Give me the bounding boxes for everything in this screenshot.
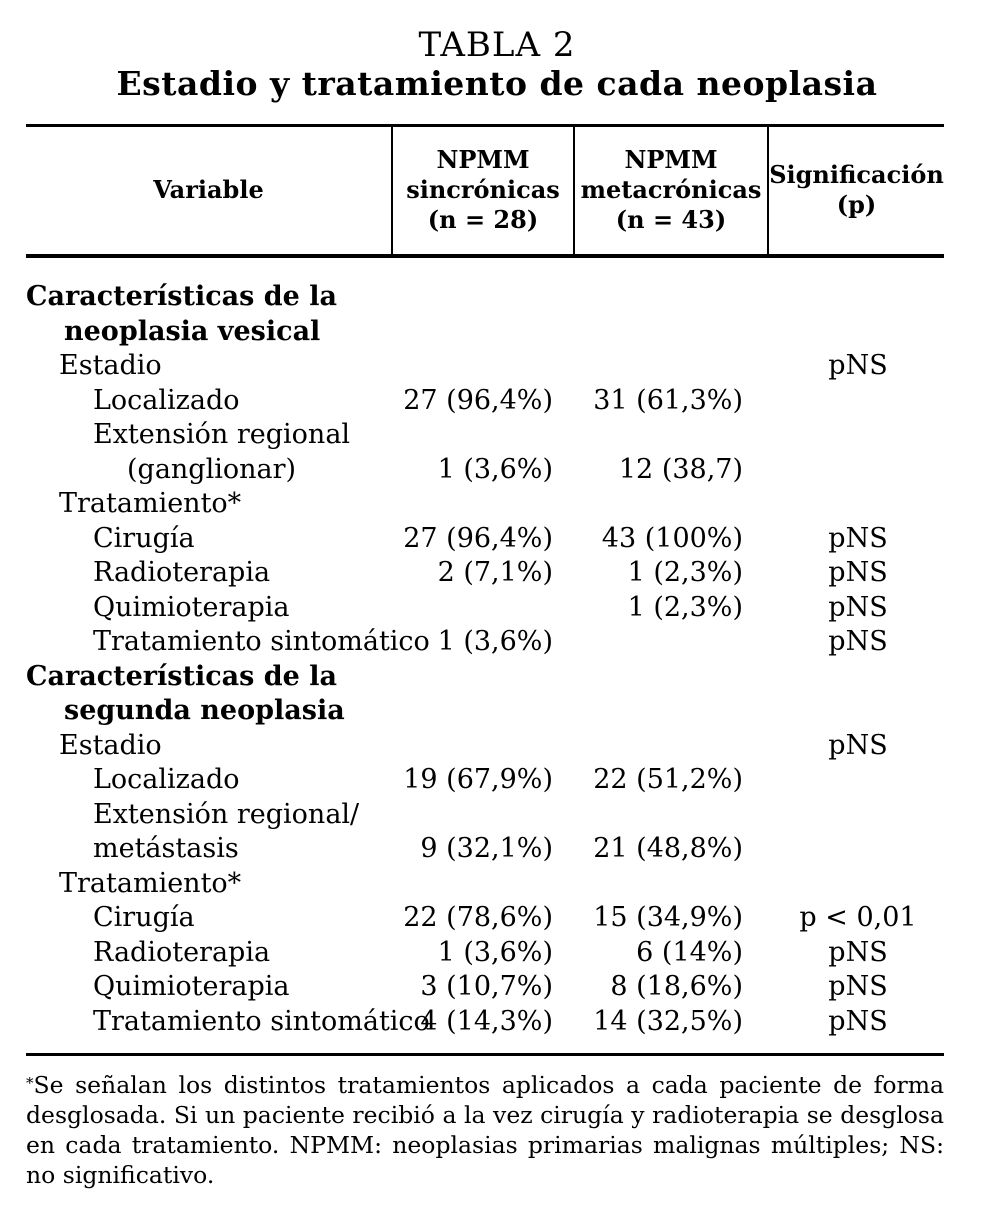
row-label: Cirugía xyxy=(93,902,195,933)
table-row xyxy=(0,694,994,729)
cell-sincronicas: 9 (32,1%) xyxy=(420,833,553,864)
table-row xyxy=(0,418,994,453)
cell-sincronicas: 2 (7,1%) xyxy=(437,557,553,588)
table-row xyxy=(0,453,994,488)
table-row xyxy=(0,901,994,936)
row-label: Tratamiento sintomático xyxy=(93,1005,430,1037)
cell-metacronicas: 21 (48,8%) xyxy=(593,833,743,864)
cell-metacronicas: 15 (34,9%) xyxy=(593,902,743,933)
cell-metacronicas: 8 (18,6%) xyxy=(610,971,743,1002)
cell-sincronicas: 3 (10,7%) xyxy=(420,971,553,1002)
row-label: Extensión regional xyxy=(93,419,351,450)
table-row xyxy=(0,487,994,522)
cell-significacion: pNS xyxy=(828,729,888,761)
footnote-mark: * xyxy=(26,1074,34,1092)
header-variable: Variable xyxy=(153,175,264,204)
table-row xyxy=(0,729,994,764)
cell-metacronicas: 22 (51,2%) xyxy=(593,764,743,795)
cell-significacion: pNS xyxy=(828,557,888,588)
cell-significacion: p < 0,01 xyxy=(799,902,917,933)
table-title: Estadio y tratamiento de cada neoplasia xyxy=(116,64,878,103)
row-label: Tratamiento sintomático xyxy=(93,626,430,657)
row-label: (ganglionar) xyxy=(127,453,297,485)
table-row xyxy=(0,970,994,1005)
cell-sincronicas: 22 (78,6%) xyxy=(403,902,553,933)
row-label: Características de la xyxy=(26,660,337,692)
row-label: Estadio xyxy=(59,729,162,761)
table-row xyxy=(0,867,994,902)
cell-sincronicas: 1 (3,6%) xyxy=(437,626,553,657)
header-line: (n = 28) xyxy=(427,205,539,234)
row-label: Extensión regional/ xyxy=(93,798,360,830)
cell-metacronicas: 12 (38,7) xyxy=(618,453,743,485)
cell-significacion: pNS xyxy=(828,626,888,657)
cell-sincronicas: 1 (3,6%) xyxy=(437,936,553,968)
row-label: segunda neoplasia xyxy=(64,695,345,726)
row-label: Tratamiento* xyxy=(59,488,242,519)
cell-sincronicas: 4 (14,3%) xyxy=(420,1005,553,1037)
table-row xyxy=(0,315,994,350)
table-row xyxy=(0,349,994,384)
table-row xyxy=(0,660,994,695)
cell-significacion: pNS xyxy=(828,522,888,554)
header-line: (n = 43) xyxy=(615,205,727,234)
row-label: Localizado xyxy=(93,764,240,795)
cell-metacronicas: 43 (100%) xyxy=(601,522,743,554)
table-number: TABLA 2 xyxy=(418,25,576,65)
header-line: metacrónicas xyxy=(580,175,762,204)
cell-sincronicas: 19 (67,9%) xyxy=(403,764,553,795)
bottom-rule xyxy=(26,1053,944,1056)
table-body xyxy=(0,280,994,1039)
header-metacronicas xyxy=(575,126,767,254)
row-label: neoplasia vesical xyxy=(64,315,321,347)
table-row xyxy=(0,1005,994,1040)
table-row xyxy=(0,936,994,971)
footnote xyxy=(26,1070,944,1190)
table-row xyxy=(0,591,994,626)
cell-metacronicas: 1 (2,3%) xyxy=(627,591,743,623)
cell-metacronicas: 31 (61,3%) xyxy=(593,384,743,416)
cell-significacion: pNS xyxy=(828,936,888,968)
cell-metacronicas: 14 (32,5%) xyxy=(593,1005,743,1037)
cell-sincronicas: 27 (96,4%) xyxy=(403,522,553,554)
cell-significacion: pNS xyxy=(828,1005,888,1037)
table-row xyxy=(0,798,994,833)
row-label: Quimioterapia xyxy=(93,971,290,1002)
table-row xyxy=(0,556,994,591)
row-label: Características de la xyxy=(26,281,337,312)
header-line: NPMM xyxy=(436,145,530,174)
table-row xyxy=(0,763,994,798)
table-row xyxy=(0,522,994,557)
row-label: Quimioterapia xyxy=(93,591,290,623)
header-significacion xyxy=(769,126,944,254)
cell-significacion: pNS xyxy=(828,971,888,1002)
header-line: NPMM xyxy=(624,145,718,174)
table-row xyxy=(0,280,994,315)
row-label: Radioterapia xyxy=(93,936,271,968)
row-label: Radioterapia xyxy=(93,557,271,588)
header-rule xyxy=(26,254,944,258)
cell-sincronicas: 1 (3,6%) xyxy=(437,453,553,485)
header-line: sincrónicas xyxy=(406,175,560,204)
table-row xyxy=(0,384,994,419)
row-label: Cirugía xyxy=(93,522,195,554)
table-title-block xyxy=(0,26,994,104)
row-label: metástasis xyxy=(93,833,239,864)
footnote-text: Se señalan los distintos tratamientos aplicados a cada paciente de forma desglosada. Si un paciente recibió a la vez cirugía y radioterapia se desglosa en cada tratamiento. NPMM: neoplasias primarias malignas múltiples; NS: no significativo. xyxy=(26,1071,944,1189)
cell-metacronicas: 6 (14%) xyxy=(636,936,743,968)
cell-metacronicas: 1 (2,3%) xyxy=(627,557,743,588)
header-line: Significación xyxy=(769,160,944,189)
row-label: Estadio xyxy=(59,350,162,381)
cell-sincronicas: 27 (96,4%) xyxy=(403,384,553,416)
table-row xyxy=(0,832,994,867)
header-sincronicas xyxy=(393,126,573,254)
row-label: Localizado xyxy=(93,384,240,416)
row-label: Tratamiento* xyxy=(59,867,242,899)
cell-significacion: pNS xyxy=(828,591,888,623)
cell-significacion: pNS xyxy=(828,350,888,381)
table-row xyxy=(0,625,994,660)
header-line: (p) xyxy=(836,190,877,219)
